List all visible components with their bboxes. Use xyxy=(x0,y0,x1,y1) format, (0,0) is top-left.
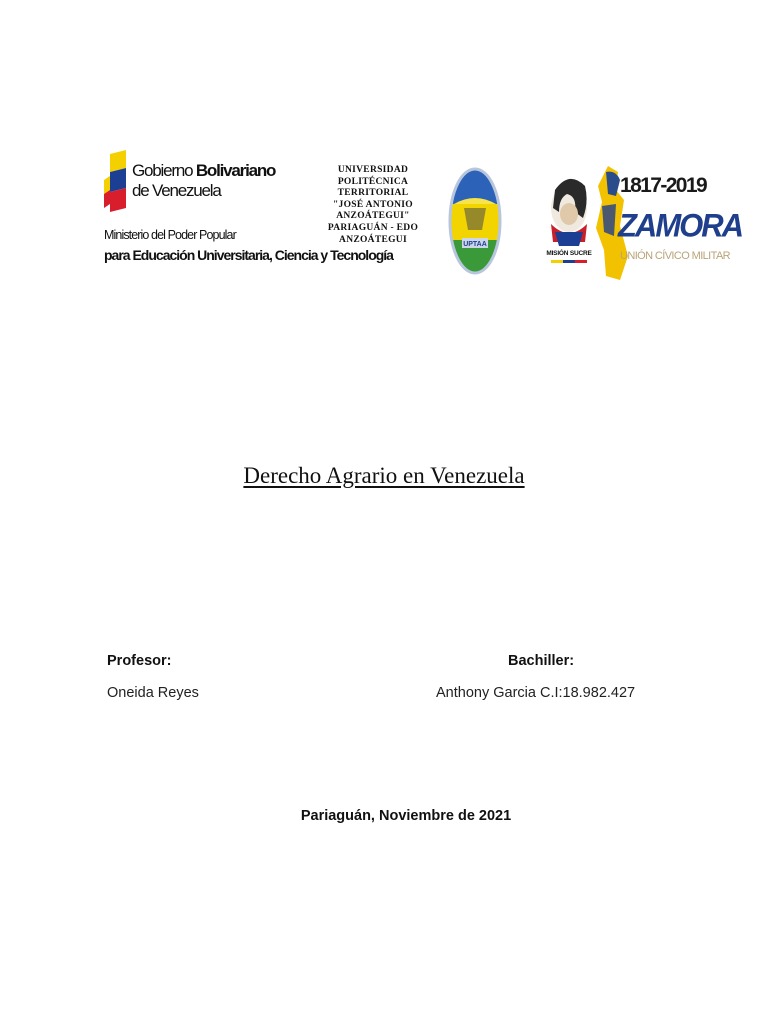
student-name: Anthony Garcia C.I:18.982.427 xyxy=(436,685,636,701)
mision-sucre-label: MISIÓN SUCRE xyxy=(546,250,592,257)
ministry-line1: Ministerio del Poder Popular xyxy=(104,227,236,243)
zamora-years: 1817-2019 xyxy=(620,174,707,197)
professor-label: Profesor: xyxy=(107,653,172,669)
zamora-subtitle: UNIÓN CÍVICO MILITAR xyxy=(620,250,731,262)
university-line: TERRITORIAL xyxy=(337,188,409,199)
venezuela-flag-icon xyxy=(104,150,130,212)
gov-logo-line1: Gobierno Bolivariano xyxy=(132,161,276,180)
university-line: UNIVERSIDAD xyxy=(337,165,409,175)
university-line: POLITÉCNICA xyxy=(337,176,409,187)
ministry-line2: para Educación Universitaria, Ciencia y Tecnología xyxy=(104,247,393,263)
student-label: Bachiller: xyxy=(508,653,575,669)
university-line: ANZOÁTEGUI" xyxy=(336,211,410,222)
uptaa-logo-icon xyxy=(446,164,504,278)
university-line: ANZOÁTEGUI xyxy=(339,234,407,245)
university-name xyxy=(322,165,424,246)
uptaa-logo-text: UPTAA xyxy=(463,241,487,248)
professor-name: Oneida Reyes xyxy=(107,685,199,701)
zamora-title: ZAMORA xyxy=(618,207,743,244)
document-title: Derecho Agrario en Venezuela xyxy=(243,463,525,488)
gov-logo-line2: de Venezuela xyxy=(132,181,221,200)
university-line: PARIAGUÁN - EDO xyxy=(327,222,419,233)
place-date: Pariaguán, Noviembre de 2021 xyxy=(300,808,512,824)
university-line: "JOSÉ ANTONIO xyxy=(332,199,413,210)
